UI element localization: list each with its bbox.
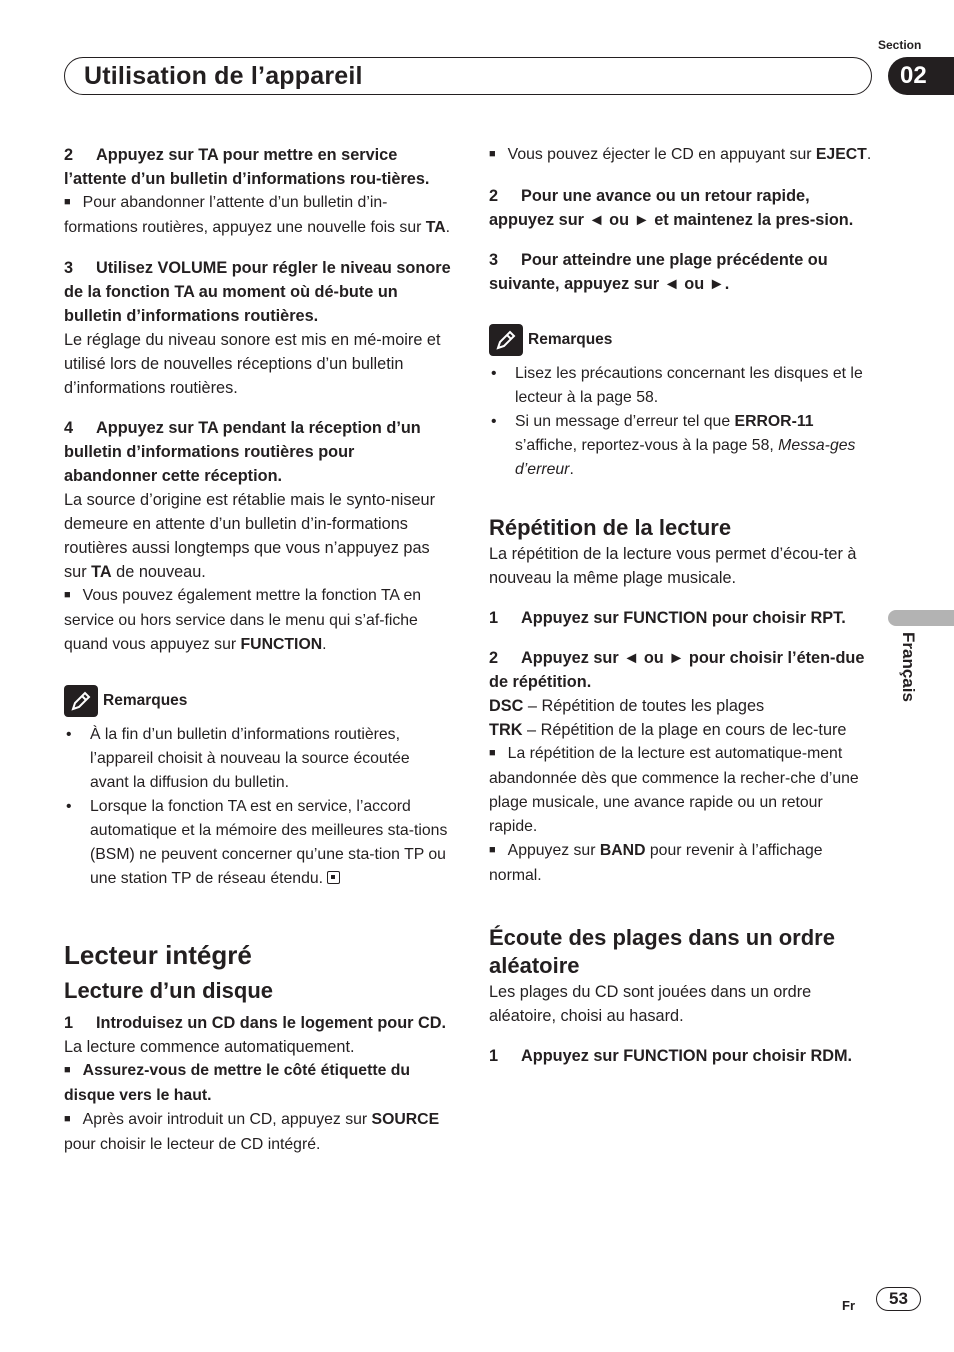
- note-select-source: [64, 1108, 452, 1157]
- random-body: Les plages du CD sont jouées dans un ordre aléatoire, choisi au hasard.: [489, 983, 812, 1025]
- step-text: Appuyez sur ◄ ou ► pour choisir l’éten-due de répétition.: [489, 649, 865, 691]
- section-heading-random: Écoute des plages dans un ordre aléatoire: [489, 925, 835, 978]
- remarks-list: [489, 362, 875, 482]
- step-3-body: Le réglage du niveau sonore est mis en mé-moire et utilisé lors de nouvelles réceptions d’un bulletin d’informations routières.: [64, 331, 441, 397]
- list-item: [64, 795, 452, 891]
- step-4-cancel: [64, 416, 452, 488]
- note-label-side-up: [64, 1059, 452, 1108]
- note-square-icon: ■: [489, 844, 496, 856]
- repeat-option-trk: [489, 718, 875, 742]
- note-text-end: pour revenir à l’affichage normal.: [489, 842, 823, 884]
- list-item: • Lisez les précautions concernant les disques et le lecteur à la page 58.: [489, 362, 875, 410]
- page-number: 53: [876, 1287, 921, 1311]
- body-text: La source d’origine est rétablie mais le synto-niseur demeure en attente d’un bulletin d’in-formations routières aussi longtemps que vous n’appuyez pas sur: [64, 491, 436, 581]
- section-label: Section: [878, 38, 922, 52]
- note-text: La répétition de la lecture est automatique-ment abandonnée dès que commence la recher-che d’une plage musicale, une avance rapide ou un retour rapide.: [489, 745, 859, 835]
- remark-text: Si un message d’erreur tel que: [515, 413, 735, 430]
- repeat-body: La répétition de la lecture vous permet d’écou-ter à nouveau la même plage musicale.: [489, 545, 857, 587]
- note-repeat-cancel: [489, 742, 875, 839]
- note-square-icon: ■: [64, 1064, 71, 1076]
- end-of-section-icon: [327, 871, 340, 884]
- pencil-note-icon: [489, 324, 523, 356]
- remark-key: ERROR-11: [734, 413, 814, 430]
- note-square-icon: ■: [64, 589, 71, 601]
- note-function-menu: [64, 584, 452, 657]
- language-tab-marker: [888, 610, 954, 626]
- footer-language-code: Fr: [842, 1298, 855, 1313]
- step-number: 2: [64, 146, 74, 164]
- note-key: TA: [425, 219, 446, 236]
- note-key: EJECT: [815, 146, 867, 163]
- cd-step-1-insert: [64, 1011, 452, 1035]
- option-key: TRK: [489, 721, 523, 739]
- note-text: Assurez-vous de mettre le côté étiquette du disque vers le haut.: [64, 1062, 411, 1104]
- step-text: Pour atteindre une plage précédente ou suivante, appuyez sur ◄ ou ►.: [489, 251, 828, 293]
- step-text: Introduisez un CD dans le logement pour CD.: [96, 1014, 447, 1032]
- note-eject: [489, 143, 875, 168]
- chapter-heading: Lecteur intégré: [64, 940, 252, 970]
- note-text: Vous pouvez également mettre la fonction TA en service ou hors service dans le menu qui s’af-fiche quand vous appuyez sur: [64, 587, 422, 653]
- remarks-title: Remarques: [103, 692, 188, 709]
- left-column: [64, 143, 452, 1157]
- step-number: 3: [64, 259, 74, 277]
- note-key: FUNCTION: [240, 636, 323, 653]
- repeat-step-1: [489, 606, 875, 630]
- step-text: Pour une avance ou un retour rapide, appuyez sur ◄ ou ► et maintenez la pres-sion.: [489, 187, 854, 229]
- remarks-heading: [64, 685, 452, 717]
- step-number: 4: [64, 419, 74, 437]
- remarks-heading: [489, 324, 875, 356]
- list-item: [489, 410, 875, 482]
- section-heading-disc-playback: Lecture d’un disque: [64, 978, 274, 1003]
- note-cancel-standby: [64, 191, 452, 240]
- step-text: Appuyez sur TA pendant la réception d’un bulletin d’informations routières pour abandonner cette réception.: [64, 419, 421, 485]
- step-text: Appuyez sur FUNCTION pour choisir RPT.: [521, 609, 846, 627]
- repeat-option-dsc: [489, 694, 875, 718]
- step-number: 1: [489, 1047, 499, 1065]
- note-text-end: pour choisir le lecteur de CD intégré.: [64, 1136, 321, 1153]
- step-text: Appuyez sur FUNCTION pour choisir RDM.: [521, 1047, 853, 1065]
- random-step-1: [489, 1044, 875, 1068]
- note-text-end: .: [322, 636, 327, 653]
- note-band-return: [489, 839, 875, 888]
- step-text: Appuyez sur TA pour mettre en service l’attente d’un bulletin d’informations rou-tières.: [64, 146, 430, 188]
- list-item: • À la fin d’un bulletin d’informations routières, l’appareil choisit à nouveau la source écoutée avant la diffusion du bulletin.: [64, 723, 452, 795]
- step-3-track-skip: [489, 248, 875, 296]
- step-2-ta-standby: [64, 143, 452, 191]
- note-text: Vous pouvez éjecter le CD en appuyant sur: [507, 146, 816, 163]
- note-text-end: .: [866, 146, 872, 163]
- step-number: 1: [64, 1014, 74, 1032]
- note-text: Après avoir introduit un CD, appuyez sur: [82, 1111, 372, 1128]
- section-number-badge: 02: [888, 57, 954, 95]
- step-2-fast-forward: [489, 184, 875, 232]
- remarks-list: [64, 723, 452, 891]
- remark-text-mid: s’affiche, reportez-vous à la page 58,: [515, 437, 779, 454]
- step-number: 2: [489, 649, 499, 667]
- page-title: Utilisation de l’appareil: [84, 62, 363, 90]
- body-key: TA: [91, 563, 112, 581]
- note-text-end: .: [445, 219, 451, 236]
- option-key: DSC: [489, 697, 524, 715]
- note-key: BAND: [599, 842, 646, 859]
- repeat-step-2: [489, 646, 875, 694]
- note-key: SOURCE: [371, 1111, 440, 1128]
- note-text: Pour abandonner l’attente d’un bulletin d’in-formations routières, appuyez une nouvelle fois sur: [64, 194, 426, 236]
- cd-step-1-body: La lecture commence automatiquement.: [64, 1038, 355, 1056]
- note-text: Appuyez sur: [507, 842, 600, 859]
- step-number: 1: [489, 609, 499, 627]
- step-4-body: [64, 488, 452, 584]
- step-number: 2: [489, 187, 499, 205]
- right-column: [489, 143, 875, 1068]
- section-heading-repeat: Répétition de la lecture: [489, 515, 732, 540]
- step-text: Utilisez VOLUME pour régler le niveau sonore de la fonction TA au moment où dé-bute un bulletin d’informations routières.: [64, 259, 451, 325]
- note-square-icon: ■: [64, 1113, 71, 1125]
- note-square-icon: ■: [489, 148, 496, 160]
- language-label: Français: [899, 632, 918, 702]
- option-desc: – Répétition de la plage en cours de lec-ture: [522, 721, 847, 739]
- remark-text-end: .: [569, 461, 574, 478]
- option-desc: – Répétition de toutes les plages: [523, 697, 765, 715]
- step-number: 3: [489, 251, 499, 269]
- step-3-volume: [64, 256, 452, 328]
- note-square-icon: ■: [64, 196, 71, 208]
- remark-reference: Messa-ges d’erreur: [515, 437, 856, 478]
- note-square-icon: ■: [489, 747, 496, 759]
- remark-text: Lorsque la fonction TA est en service, l’accord automatique et la mémoire des meilleures sta-tions (BSM) ne peuvent concerner qu’une sta-tion TP ou une station TP de réseau étendu.: [90, 798, 448, 887]
- pencil-note-icon: [64, 685, 98, 717]
- remarks-title: Remarques: [528, 331, 613, 348]
- body-text-end: de nouveau.: [111, 563, 206, 581]
